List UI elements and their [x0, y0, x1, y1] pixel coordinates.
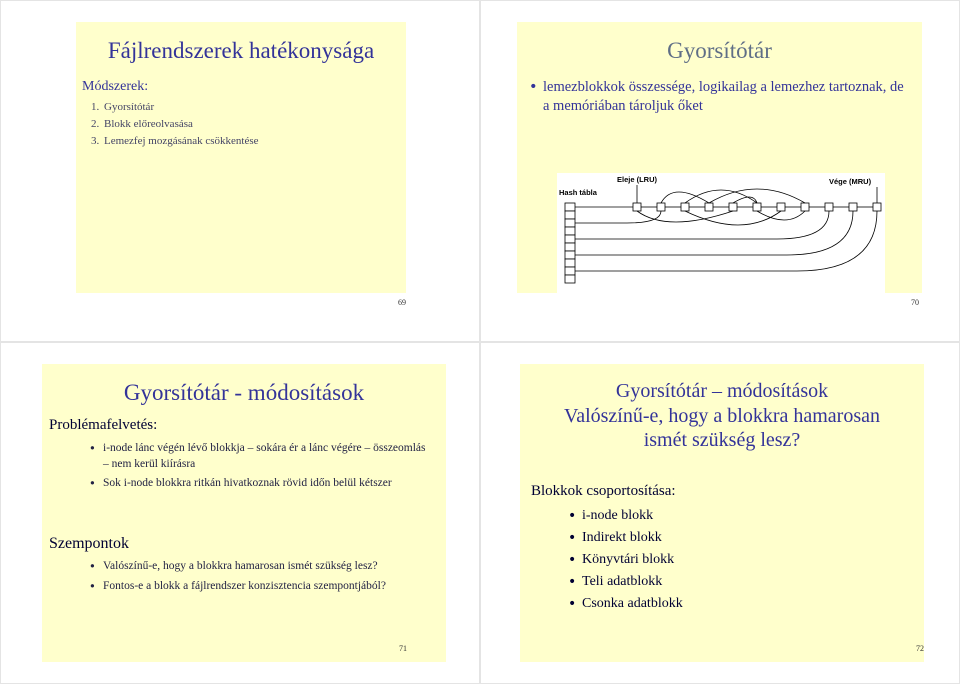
cache-diagram — [557, 173, 885, 293]
page-number: 72 — [916, 644, 924, 653]
tail-label: Vége (MRU) — [829, 177, 872, 186]
hash-table-label: Hash tábla — [559, 188, 597, 197]
bullet-list — [529, 78, 909, 116]
section-heading: Problémafelvetés: — [49, 417, 158, 433]
page-number: 70 — [911, 298, 919, 307]
lru-diagram-svg — [557, 173, 885, 293]
list-item: • Sok i-node blokkra ritkán hivatkoznak rövid időn belül kétszer — [89, 475, 429, 491]
slide-title: Fájlrendszerek hatékonysága — [107, 38, 375, 63]
end-pointers — [637, 185, 877, 203]
section-heading: Blokkok csoportosítása: — [531, 483, 676, 499]
list-item: • i-node lánc végén lévő blokkja – sokára ér a lánc végére – összeomlás – nem kerül kiírásra — [89, 440, 429, 472]
page-cell-72 — [480, 342, 960, 684]
criteria-list — [89, 558, 439, 594]
page-cell-70 — [480, 0, 960, 342]
list-item: • Valószínű-e, hogy a blokkra hamarosan ismét szükség lesz? — [89, 558, 439, 574]
slide-title: Gyorsítótár — [667, 38, 772, 63]
block-types-list — [568, 505, 683, 615]
list-item: • Indirekt blokk — [568, 527, 683, 549]
list-item: • lemezblokkok összessége, logikailag a lemezhez tartoznak, de a memóriában tároljuk őket — [529, 78, 909, 116]
list-item: • Fontos-e a blokk a fájlrendszer konzisztencia szempontjából? — [89, 578, 439, 594]
page-number: 71 — [399, 644, 407, 653]
list-item: 3. Lemezfej mozgásának csökkentése — [91, 135, 259, 147]
hash-table — [565, 203, 575, 283]
list-item: 1. Gyorsítótár — [91, 101, 155, 113]
slide-subtitle: Valószínű-e, hogy a blokkra hamarosan ismét szükség lesz? — [563, 405, 880, 451]
problem-list — [89, 440, 429, 491]
hash-links — [575, 207, 877, 271]
head-label: Eleje (LRU) — [617, 175, 658, 184]
page-cell-69 — [0, 0, 480, 342]
slide-71 — [42, 364, 446, 662]
list-item: • Teli adatblokk — [568, 571, 683, 593]
method-list — [82, 99, 259, 150]
slide-title: Gyorsítótár - módosítások — [123, 380, 365, 405]
slide-72 — [520, 364, 924, 662]
list-item: • Könyvtári blokk — [568, 549, 683, 571]
list-item: 2. Blokk előreolvasása — [91, 118, 193, 130]
page-cell-71 — [0, 342, 480, 684]
section-heading: Szempontok — [49, 535, 129, 552]
list-item: • i-node blokk — [568, 505, 683, 527]
section-label: Módszerek: — [82, 79, 149, 94]
page-number: 69 — [398, 298, 406, 307]
list-item: • Csonka adatblokk — [568, 593, 683, 615]
slide-70 — [517, 22, 922, 307]
slide-title: Gyorsítótár – módosítások — [615, 380, 829, 402]
slide-69 — [76, 22, 406, 307]
